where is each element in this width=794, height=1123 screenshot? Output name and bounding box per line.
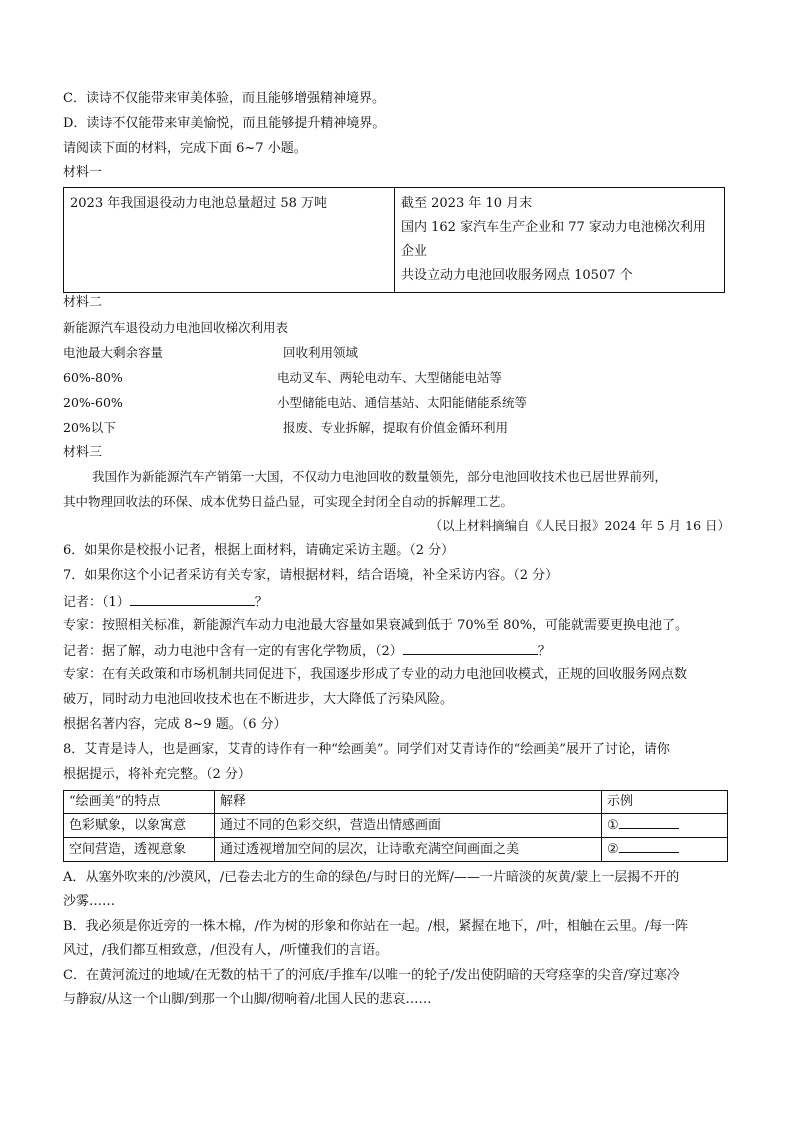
option-c: C．在黄河流过的地域/在无数的枯干了的河底/手推车/以唯一的轮子/发出使阴暗的天穹痉挛的尖音/穿过寒冷 (63, 968, 680, 983)
material1-right-cell (395, 188, 725, 293)
option-b-cont: 风过，/我们都互相致意，/但没有人，/听懂我们的言语。 (63, 943, 389, 958)
example-marker: ① (607, 818, 619, 833)
material2-header-field: 回收利用领域 (283, 345, 359, 360)
material1-label: 材料一 (63, 165, 103, 180)
question-8-stem: 8．艾青是诗人，也是画家，艾青的诗作有一种“绘画美”。同学们对艾青诗作的“绘画美”展开了讨论，请你 (63, 742, 670, 757)
material2-table-title: 新能源汽车退役动力电池回收梯次利用表 (63, 320, 289, 335)
answer-blank-1[interactable] (130, 591, 255, 606)
expert-answer-1: 专家：按照相关标准，新能源汽车动力电池最大容量如果衰减到低于 70%至 80%，可能就需要更换电池了。 (63, 618, 689, 633)
example-marker: ② (607, 842, 619, 857)
reporter-question-2-prefix: 记者：据了解，动力电池中含有一定的有害化学物质，（2） (63, 644, 403, 659)
example-blank-2[interactable] (619, 838, 679, 853)
reporter-question-1-prefix: 记者：（1） (63, 595, 130, 610)
example-cell (602, 814, 728, 838)
material1-left-cell: 2023 年我国退役动力电池总量超过 58 万吨 (64, 188, 395, 293)
material3-text: 我国作为新能源汽车产销第一大国，不仅动力电池回收的数量领先，部分电池回收技术也已居世界前列， (92, 469, 668, 484)
feature-cell: 空间营造，透视意象 (64, 838, 215, 862)
question-6: 6．如果你是校报小记者，根据上面材料，请确定采访主题。（2 分） (63, 543, 455, 558)
explain-cell: 通过不同的色彩交织，营造出情感画面 (215, 814, 602, 838)
table-header-cell: 解释 (215, 791, 602, 814)
example-cell (602, 838, 728, 862)
option-d-prev: D．读诗不仅能带来审美愉悦，而且能够提升精神境界。 (63, 116, 386, 131)
expert-answer-2: 专家：在有关政策和市场机制共同促进下，我国逐步形成了专业的动力电池回收模式，正规的回收服务网点数 (63, 667, 688, 682)
material2-row-field: 小型储能电站、通信基站、太阳能储能系统等 (277, 395, 528, 410)
material2-label: 材料二 (63, 295, 103, 310)
material2-header-capacity: 电池最大剩余容量 (63, 345, 164, 360)
material1-table (63, 187, 725, 293)
table-row (64, 814, 728, 838)
material2-row-field: 报废、专业拆解，提取有价值金循环利用 (283, 420, 509, 435)
material3-source: （以上材料摘编自《人民日报》2024 年 5 月 16 日） (429, 518, 730, 533)
example-blank-1[interactable] (619, 814, 679, 829)
table-header-cell: 示例 (602, 791, 728, 814)
material1-right-line: 截至 2023 年 10 月末 (401, 196, 533, 211)
material1-right-line: 企业 (401, 244, 428, 259)
option-a-cont: 沙雾…… (63, 894, 116, 909)
material3-label: 材料三 (63, 445, 103, 460)
expert-answer-2-cont: 破万，同时动力电池回收技术也在不断进步，大大降低了污染风险。 (63, 692, 454, 707)
option-b: B．我必须是你近旁的一株木棉，/作为树的形象和你站在一起。/根，紧握在地下，/叶，相触在云里。/每一阵 (63, 919, 689, 934)
material1-right-line: 国内 162 家汽车生产企业和 77 家动力电池梯次利用 (401, 220, 706, 235)
reporter-question-1 (63, 591, 268, 613)
reporter-question-2 (63, 640, 551, 662)
material2-row-capacity: 20%以下 (63, 420, 116, 435)
option-c-cont: 与静寂/从这一个山脚/到那一个山脚/彻响着/北国人民的悲哀…… (63, 992, 432, 1007)
option-a: A．从塞外吹来的/沙漠风，/已卷去北方的生命的绿色/与时日的光辉/——一片暗淡的灰黄/蒙上一层揭不开的 (63, 870, 680, 885)
question-7-stem: 7．如果你这个小记者采访有关专家，请根据材料，结合语境，补全采访内容。（2 分） (63, 568, 559, 583)
material2-row-field: 电动叉车、两轮电动车、大型储能电站等 (277, 370, 503, 385)
explain-cell: 通过透视增加空间的层次，让诗歌充满空间画面之美 (215, 838, 602, 862)
table-row (64, 838, 728, 862)
answer-blank-2[interactable] (403, 640, 538, 655)
reporter-question-2-suffix: ？ (537, 644, 551, 659)
question-8-stem-cont: 根据提示，将补充完整。（2 分） (63, 767, 251, 782)
reporter-question-1-suffix: ？ (254, 595, 268, 610)
material2-row-capacity: 60%-80% (63, 370, 123, 385)
option-c-prev: C．读诗不仅能带来审美体验，而且能够增强精神境界。 (63, 91, 385, 106)
table-header-row (64, 791, 728, 814)
painting-beauty-table (63, 790, 728, 862)
feature-cell: 色彩赋象，以象寓意 (64, 814, 215, 838)
table-header-cell: “绘画美”的特点 (64, 791, 215, 814)
material2-row-capacity: 20%-60% (63, 395, 123, 410)
reading-intro: 请阅读下面的材料，完成下面 6~7 小题。 (63, 141, 307, 156)
material3-text: 其中物理回收法的环保、成本优势日益凸显，可实现全封闭全自动的拆解理工艺。 (63, 494, 514, 509)
classics-intro: 根据名著内容，完成 8~9 题。（6 分） (63, 717, 287, 732)
material1-right-line: 共设立动力电池回收服务网点 10507 个 (401, 268, 633, 283)
